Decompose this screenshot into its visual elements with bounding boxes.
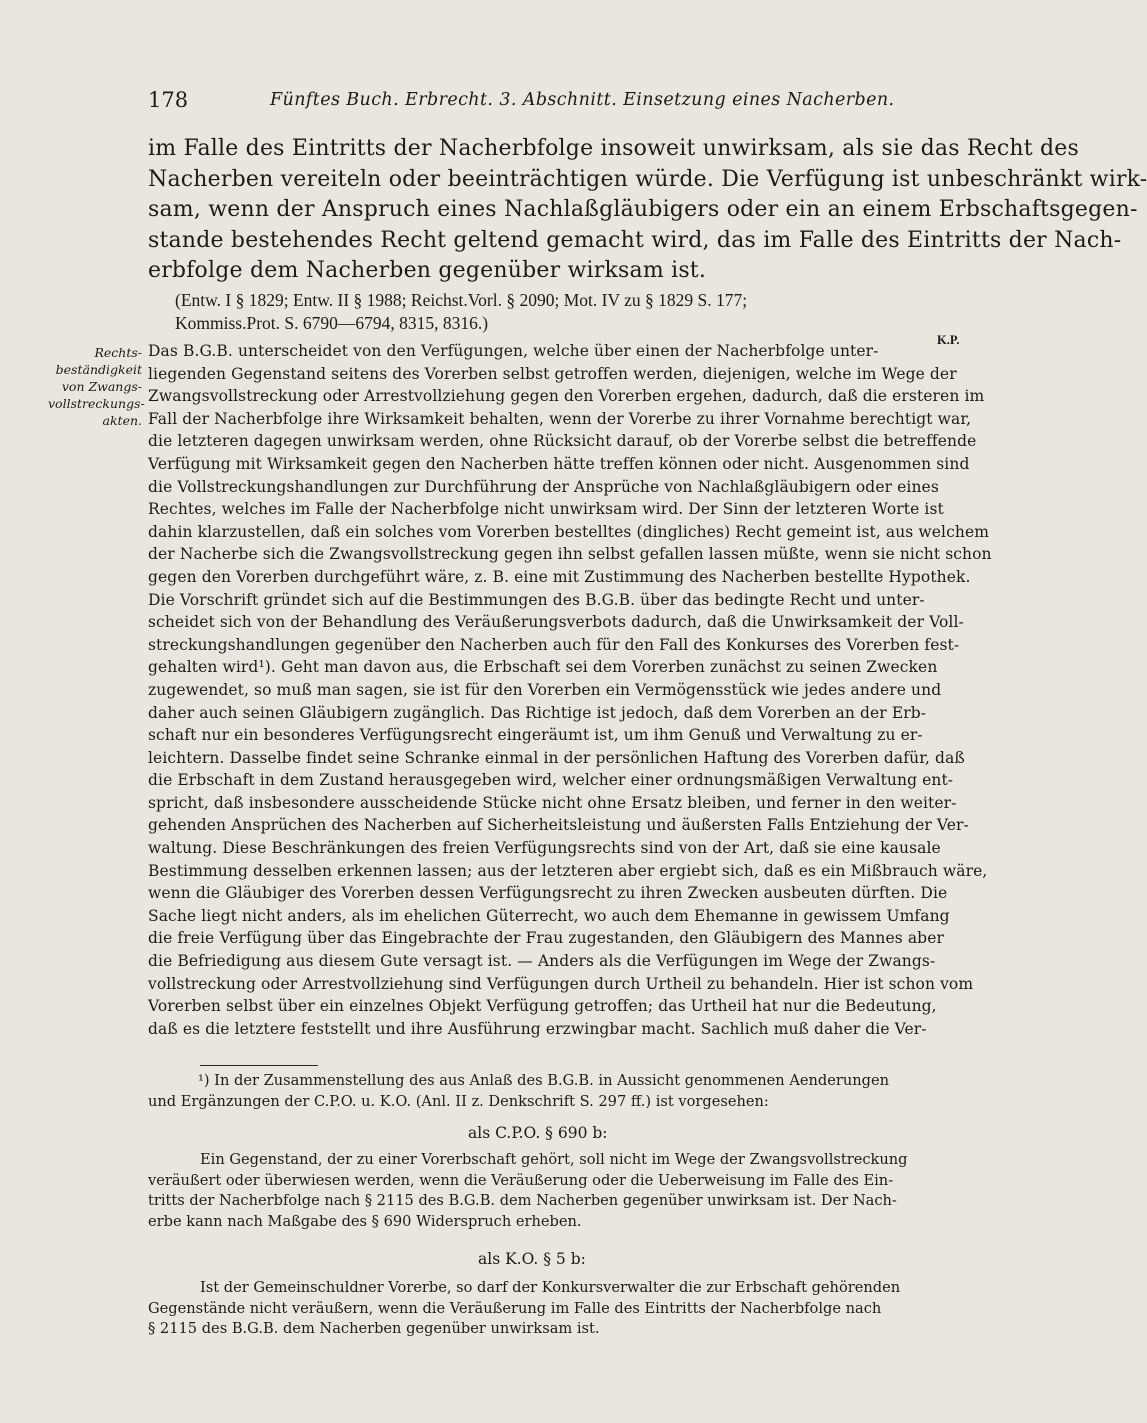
commentary-line: Die Vorschrift gründet sich auf die Bestimmungen des B.G.B. über das bedingte Recht und unter- <box>148 590 925 609</box>
footnote-line: Gegenstände nicht veräußern, wenn die Veräußerung im Falle des Eintritts der Nacherbfolge nach <box>148 1299 882 1317</box>
commentary-line: schaft nur ein besonderes Verfügungsrecht eingeräumt ist, um ihm Genuß und Verwaltung zu er- <box>148 726 923 745</box>
page-number: 178 <box>148 88 189 112</box>
footnote-heading: als C.P.O. § 690 b: <box>468 1124 608 1142</box>
commentary-line: Verfügung mit Wirksamkeit gegen den Nacherben hätte treffen können oder nicht. Ausgenommen sind <box>148 454 970 473</box>
page-header <box>148 88 938 114</box>
commentary-line: scheidet sich von der Behandlung des Veräußerungsverbots dadurch, daß die Unwirksamkeit der Voll- <box>148 613 964 632</box>
commentary-line: daß es die letztere feststellt und ihre Ausführung erzwingbar macht. Sachlich muß daher die Ver- <box>148 1019 927 1038</box>
commentary-line: Das B.G.B. unterscheidet von den Verfügungen, welche über einen der Nacherbfolge unter- <box>148 342 879 360</box>
commentary-line: Bestimmung desselben erkennen lassen; aus der letzteren aber ergiebt sich, daß es ein Mißbrauch wäre, <box>148 861 988 880</box>
commentary-line: daher auch seinen Gläubigern zugänglich. Das Richtige ist jedoch, daß dem Vorerben an der Erb- <box>148 703 927 722</box>
commentary-line: die Vollstreckungshandlungen zur Durchführung der Ansprüche von Nachlaßgläubigern oder eines <box>148 477 939 496</box>
commentary-line: leichtern. Dasselbe findet seine Schranke einmal in der persönlichen Haftung des Vorerben dafür, daß <box>148 748 965 767</box>
statute-line: im Falle des Eintritts der Nacherbfolge insoweit unwirksam, als sie das Recht des <box>148 136 1080 161</box>
margin-note <box>48 344 145 429</box>
commentary-line: Zwangsvollstreckung oder Arrestvollziehung gegen den Vorerben ergehen, dadurch, daß die ersteren im <box>148 387 985 406</box>
commentary-line: der Nacherbe sich die Zwangsvollstreckung gegen ihn selbst gefallen lassen müßte, wenn sie nicht schon <box>148 545 992 564</box>
footnote-block <box>148 1278 938 1340</box>
commentary-line: die freie Verfügung über das Eingebrachte der Frau zugestanden, den Gläubigern des Mannes aber <box>148 929 944 948</box>
footnote-line: ¹) In der Zusammenstellung des aus Anlaß des B.G.B. in Aussicht genommenen Aenderungen <box>198 1072 890 1089</box>
statute-text <box>148 134 1147 287</box>
margin-mark: K.P. <box>937 333 960 347</box>
statute-line: stande bestehendes Recht geltend gemacht wird, das im Falle des Eintritts der Nach- <box>148 227 1122 253</box>
footnote-line: erbe kann nach Maßgabe des § 690 Widerspruch erheben. <box>148 1212 582 1230</box>
commentary-line: waltung. Diese Beschränkungen des freien Verfügungsrechts sind von der Art, daß sie eine kausale <box>148 839 941 858</box>
commentary-line: Vorerben selbst über ein einzelnes Objekt Verfügung getroffen; das Urtheil hat nur die Bedeutung, <box>148 997 937 1016</box>
commentary-line: die Befriedigung aus diesem Gute versagt ist. — Anders als die Verfügungen im Wege der Zwangs- <box>148 952 936 971</box>
commentary-line: spricht, daß insbesondere ausscheidende Stücke nicht ohne Ersatz bleiben, und ferner in den weiter- <box>148 793 957 812</box>
footnote-line: Ist der Gemeinschuldner Vorerbe, so darf der Konkursverwalter die zur Erbschaft gehörenden <box>200 1279 901 1296</box>
footnote-line: tritts der Nacherbfolge nach § 2115 des B.G.B. dem Nacherben gegenüber unwirksam ist. Der Nach- <box>148 1192 897 1209</box>
commentary-line: gegen den Vorerben durchgeführt wäre, z. B. eine mit Zustimmung des Nacherben bestellte Hypothek. <box>148 567 971 586</box>
commentary-line: gehalten wird¹). Geht man davon aus, die Erbschaft sei dem Vorerben zunächst zu seinen Zwecken <box>148 658 938 677</box>
footnote-line: Ein Gegenstand, der zu einer Vorerbschaft gehört, soll nicht im Wege der Zwangsvollstreckung <box>200 1151 908 1168</box>
citation-line: (Entw. I § 1829; Entw. II § 1988; Reichst.Vorl. § 2090; Mot. IV zu § 1829 S. 177; <box>175 290 748 310</box>
margin-note-line: akten. <box>102 413 142 428</box>
footnote-heading: als K.O. § 5 b: <box>478 1250 586 1268</box>
commentary-line: Fall der Nacherbfolge ihre Wirksamkeit behalten, wenn der Vorerbe zu ihrer Vornahme berechtigt war, <box>148 409 972 428</box>
footnote <box>148 1071 938 1340</box>
margin-note-line: von Zwangs- <box>61 379 142 394</box>
margin-note-line: Rechts- <box>94 345 142 360</box>
citation-line: Kommiss.Prot. S. 6790—6794, 8315, 8316.) <box>175 313 489 333</box>
statute-line: Nacherben vereiteln oder beeinträchtigen würde. Die Verfügung ist unbeschränkt wirk- <box>148 166 1147 192</box>
commentary-line: Rechtes, welches im Falle der Nacherbfolge nicht unwirksam wird. Der Sinn der letzteren Worte ist <box>148 500 944 519</box>
footnote-line: veräußert oder überwiesen werden, wenn die Veräußerung oder die Ueberweisung im Falle des Ein- <box>148 1171 894 1189</box>
footnote-divider <box>200 1065 318 1066</box>
footnote-block <box>148 1150 938 1232</box>
source-citation <box>175 289 935 335</box>
commentary-line: die letzteren dagegen unwirksam werden, ohne Rücksicht darauf, ob der Vorerbe selbst die betreffende <box>148 432 977 451</box>
statute-line: sam, wenn der Anspruch eines Nachlaßgläubigers oder ein an einem Erbschaftsgegen- <box>148 197 1138 222</box>
commentary-line: gehenden Ansprüchen des Nacherben auf Sicherheitsleistung und äußersten Falls Entziehung der Ver- <box>148 816 969 835</box>
commentary-line: zugewendet, so muß man sagen, sie ist für den Vorerben ein Vermögensstück wie jedes andere und <box>148 680 942 699</box>
commentary-line: die Erbschaft in dem Zustand herausgegeben wird, welcher einer ordnungsmäßigen Verwaltung ent- <box>148 771 954 790</box>
margin-note-line: beständigkeit <box>55 362 142 377</box>
commentary-line: Sache liegt nicht anders, als im ehelichen Güterrecht, wo auch dem Ehemanne in gewissem Umfang <box>148 906 950 925</box>
statute-line: erbfolge dem Nacherben gegenüber wirksam ist. <box>148 258 707 283</box>
running-title: Fünftes Buch. Erbrecht. 3. Abschnitt. Einsetzung eines Nacherben. <box>270 90 895 110</box>
footnote-line: § 2115 des B.G.B. dem Nacherben gegenüber unwirksam ist. <box>148 1320 600 1337</box>
margin-note-line: vollstreckungs- <box>48 396 145 411</box>
commentary-line: liegenden Gegenstand seitens des Vorerben selbst getroffen werden, diejenigen, welche im Wege der <box>148 364 957 383</box>
commentary-line: wenn die Gläubiger des Vorerben dessen Verfügungsrecht zu ihren Zwecken ausbeuten dürften. Die <box>148 884 948 903</box>
commentary-line: vollstreckung oder Arrestvollziehung sind Verfügungen durch Urtheil zu behandeln. Hier ist schon vom <box>148 974 974 993</box>
commentary-line: dahin klarzustellen, daß ein solches vom Vorerben bestelltes (dingliches) Recht gemeint ist, aus welchem <box>148 522 990 541</box>
footnote-line: und Ergänzungen der C.P.O. u. K.O. (Anl. II z. Denkschrift S. 297 ff.) ist vorgesehen: <box>148 1092 769 1110</box>
commentary-line: streckungshandlungen gegenüber den Nacherben auch für den Fall des Konkurses des Vorerben fest- <box>148 635 960 654</box>
